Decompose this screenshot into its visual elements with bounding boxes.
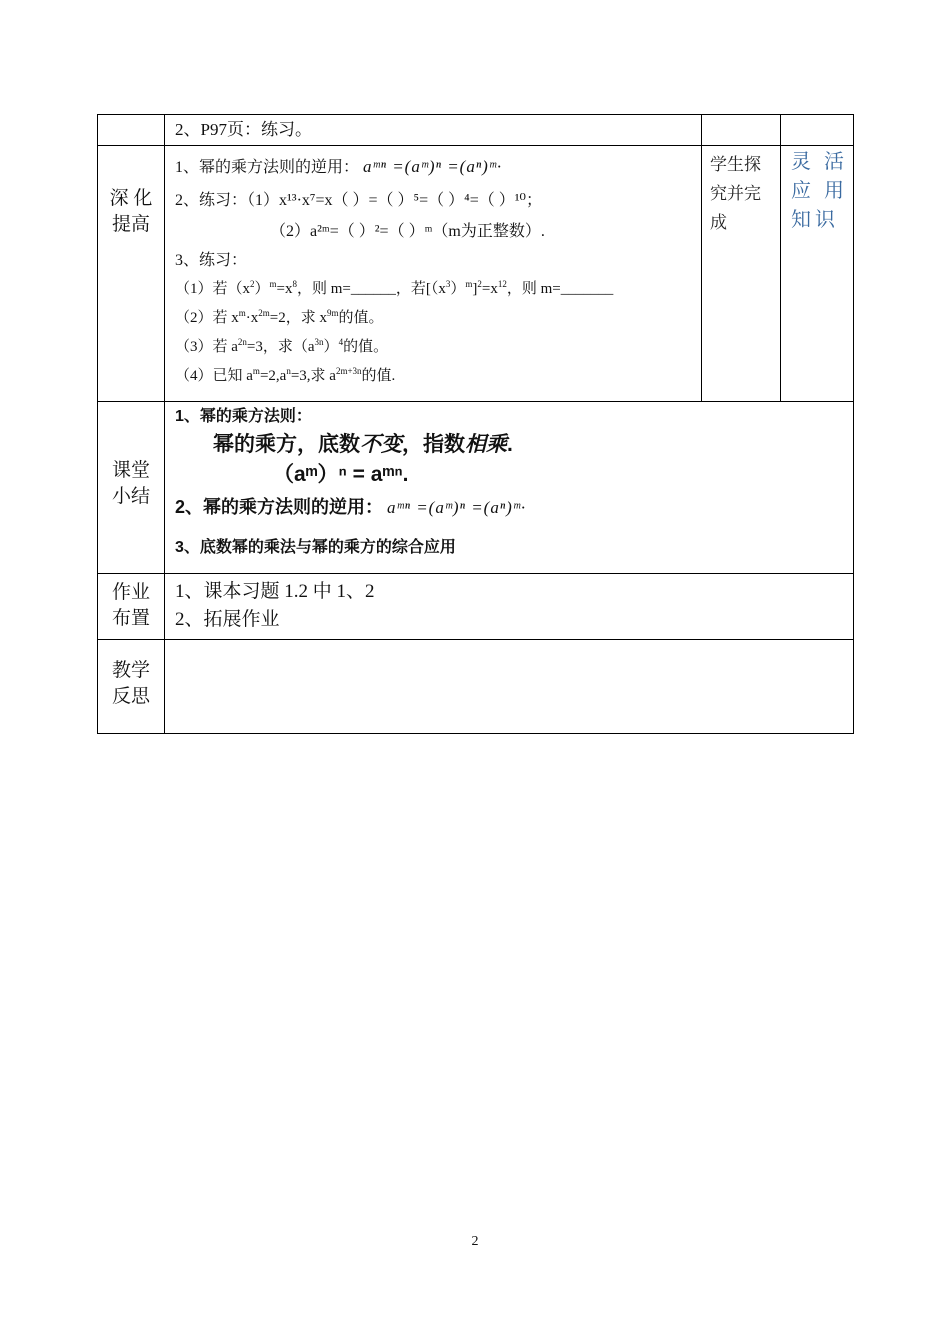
row1-line6: （2）若 $x^m\cdot x^{2m}=2$，求 $x^{9m}$的值。 (175, 308, 384, 326)
row0-text: 2、P97页：练习。 (175, 120, 312, 139)
row-practice-p97 (98, 115, 854, 146)
row1-line3: （2）a²ᵐ=（ ）²=（ ）ᵐ（m为正整数）. (270, 223, 545, 240)
row1-line1: 1、幂的乘方法则的逆用： aᵐⁿ =(aᵐ)ⁿ =(aⁿ)ᵐ· (175, 157, 503, 176)
row2-line3: （aᵐ）ⁿ = aᵐⁿ. (273, 463, 409, 486)
row3-content-cell (165, 574, 854, 640)
row1-line8: （4）已知 $a^m=2,a^n=3$,求 $a^{2m+3n}$的值. (175, 366, 396, 384)
row2-content (165, 402, 853, 568)
row4-label: 教学 反思 (111, 660, 150, 707)
row1-label (98, 146, 164, 238)
row3-line2: 2、拓展作业 (175, 609, 280, 630)
row2-line1: 1、幂的乘方法则： (175, 408, 312, 425)
row0-label-cell (98, 115, 165, 146)
row0-student-cell (702, 115, 781, 146)
row1-line5: （1）若$(x^2)^m=x^8$，则 m=______，若$[(x^3)^m]^2=x^{12}$，则 m=_______ (175, 279, 614, 297)
row1-student-cell (702, 146, 781, 402)
row1-line2: 2、练习：（1）x¹³·x⁷=x（ ）=（ ）⁵=（ ）⁴=（ ）¹⁰； (175, 192, 542, 209)
row1-label-line1: 深 化 (109, 188, 153, 209)
row-deepen (98, 146, 854, 402)
page-number: 2 (471, 1234, 479, 1249)
row1-content (165, 146, 701, 393)
row2-content-cell (165, 402, 854, 574)
row0-content-cell (165, 115, 702, 146)
row-reflection (98, 640, 854, 734)
row1-label-line2: 提高 (111, 214, 150, 235)
row2-line4: 2、幂的乘方法则的逆用： aᵐⁿ =(aᵐ)ⁿ =(aⁿ)ᵐ· (175, 497, 527, 517)
row3-label-cell (98, 574, 165, 640)
row3-content (165, 574, 853, 638)
row3-label: 作业 布置 (111, 582, 150, 629)
row1-content-cell (165, 146, 702, 402)
row1-goal: 灵 活 应 用 知识 (791, 151, 848, 231)
row2-formula: aᵐⁿ =(aᵐ)ⁿ =(aⁿ)ᵐ· (387, 498, 527, 517)
row3-line1: 1、课本习题 1.2 中 1、2 (175, 581, 375, 602)
row2-label: 课堂 小结 (111, 460, 150, 507)
row4-label-cell (98, 640, 165, 734)
row1-goal-cell (781, 146, 854, 402)
row1-label-cell (98, 146, 165, 402)
row2-label-cell (98, 402, 165, 574)
row1-line7: （3）若 $a^{2n}=3$，求$(a^{3n})^4$的值。 (175, 337, 389, 355)
row2-line5: 3、底数幂的乘法与幂的乘方的综合应用 (175, 539, 456, 556)
row1-student-activity: 学生探 究并完 成 (710, 155, 761, 232)
row2-line2: 幂的乘方，底数不变，指数相乘. (213, 433, 513, 456)
lesson-plan-table (97, 114, 854, 734)
row-homework (98, 574, 854, 640)
row-summary (98, 402, 854, 574)
row1-line4: 3、练习： (175, 252, 248, 269)
row0-goal-cell (781, 115, 854, 146)
row4-content-cell (165, 640, 854, 734)
row1-formula: aᵐⁿ =(aᵐ)ⁿ =(aⁿ)ᵐ· (363, 157, 503, 176)
